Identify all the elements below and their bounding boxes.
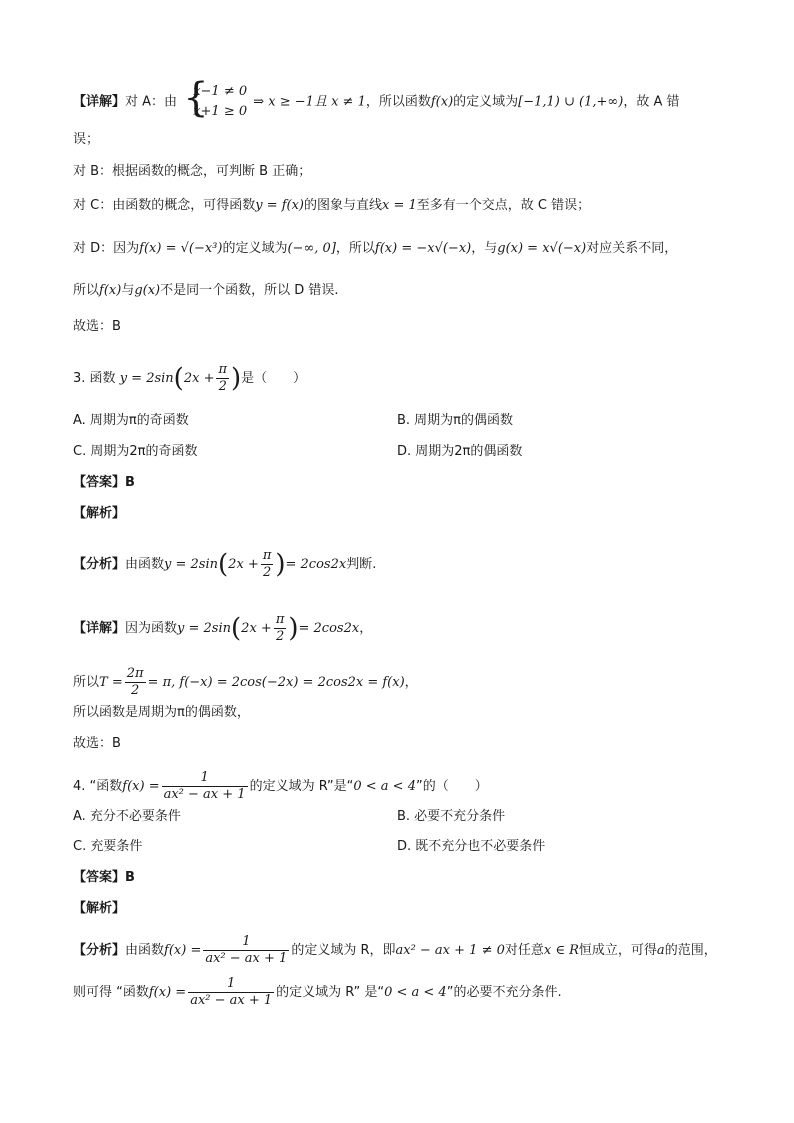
q4-analysis-cont: 则可得 “函数f(x) = $\frac{1}{\text{ax² − ax + 1}}$ 的定义域为 R” 是“0 < a < 4”的必要不充分条件. (73, 976, 562, 1008)
q4-analysis-tag: 【解析】 (73, 901, 126, 916)
inequality-system: { x−1 ≠ 0 x+1 ≥ 0 (183, 75, 248, 121)
q3-option-c[interactable]: C. 周期为2π的奇函数 (73, 444, 198, 459)
detail-line-a: 【详解】对 A：由 { x−1 ≠ 0 x+1 ≥ 0 ⇒ x ≥ −1且 x ≠ 1，所以函数f(x)的定义域为[−1,1) ∪ (1,+∞)，故 A 错 (73, 75, 680, 121)
detail-tag: 【详解】 (73, 94, 126, 110)
q3-option-d[interactable]: D. 周期为2π的偶函数 (397, 444, 523, 459)
q3-answer: 【答案】B (73, 475, 135, 490)
question-4: 4. “函数f(x) = $\frac{1}{\text{ax² − ax + 1}}$ 的定义域为 R”是“0 < a < 4”的（ ） (73, 770, 488, 802)
q3-analysis-tag: 【解析】 (73, 506, 126, 521)
q4-option-b[interactable]: B. 必要不充分条件 (397, 809, 506, 824)
q3-analysis: 【分析】由函数y = 2sin(2x + $\frac{\pi}{2}$ )= 2cos2x判断. (73, 548, 377, 580)
q3-option-a[interactable]: A. 周期为π的奇函数 (73, 413, 189, 428)
select-answer-1: 故选：B (73, 319, 121, 334)
detail-line-d: 对 D：因为f(x) = √(−x³)的定义域为(−∞, 0]，所以f(x) = −x√(−x)，与g(x) = x√(−x)对应关系不同， (73, 241, 678, 256)
q3-option-b[interactable]: B. 周期为π的偶函数 (397, 413, 514, 428)
q3-detail: 【详解】因为函数y = 2sin(2x + $\frac{\pi}{2}$ )= 2cos2x， (73, 612, 373, 644)
detail-line-b: 对 B：根据函数的概念，可判断 B 正确； (73, 164, 312, 179)
q3-conclusion: 所以函数是周期为π的偶函数， (73, 705, 250, 720)
q3-select: 故选：B (73, 736, 121, 751)
detail-line-c: 对 C：由函数的概念，可得函数y = f(x)的图象与直线x = 1至多有一个交点，故 C 错误； (73, 198, 591, 213)
q4-option-a[interactable]: A. 充分不必要条件 (73, 809, 181, 824)
q4-option-c[interactable]: C. 充要条件 (73, 839, 143, 854)
q4-option-d[interactable]: D. 既不充分也不必要条件 (397, 839, 546, 854)
question-3: 3. 函数 y = 2sin(2x + $\frac{\pi}{2}$ )是（ ） (73, 362, 307, 394)
q3-period-line: 所以T = $\frac{2\pi}{2}$ = π, f(−x) = 2cos(−2x) = 2cos2x = f(x)， (73, 666, 418, 698)
q4-analysis: 【分析】由函数f(x) = $\frac{1}{\text{ax² − ax + 1}}$ 的定义域为 R，即ax² − ax + 1 ≠ 0对任意x ∈ R恒成立，可得a的范围， (73, 934, 717, 966)
q4-answer: 【答案】B (73, 870, 135, 885)
detail-line-d-cont: 所以f(x)与g(x)不是同一个函数，所以 D 错误. (73, 283, 339, 298)
detail-line-a-cont: 误； (73, 132, 100, 147)
